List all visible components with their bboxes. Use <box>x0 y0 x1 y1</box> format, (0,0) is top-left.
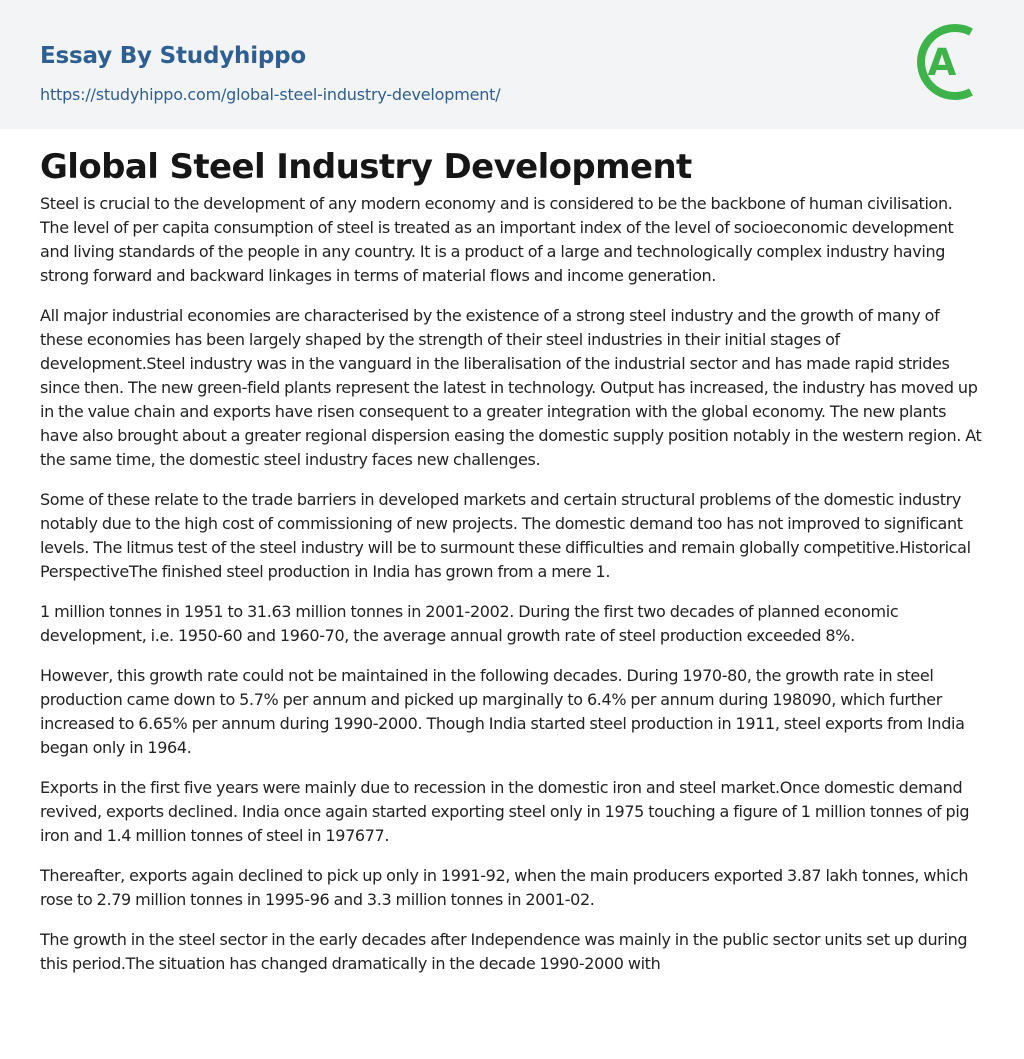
article-paragraph: Exports in the first five years were mainly due to recession in the domestic iron and steel market.Once domestic demand revived, exports declined. India once again started exporting steel only in 1975 touching a figure of 1 million tonnes of pig iron and 1.4 million tonnes of steel in 197677. <box>40 778 970 845</box>
studyhippo-logo-icon[interactable] <box>914 18 986 106</box>
article-paragraph: The growth in the steel sector in the early decades after Independence was mainly in the public sector units set up during this period.The situation has changed dramatically in the decade 1990-2000 with <box>40 930 968 973</box>
article-url-link[interactable]: https://studyhippo.com/global-steel-industry-development/ <box>40 85 501 104</box>
article-paragraph: All major industrial economies are characterised by the existence of a strong steel industry and the growth of many of these economies has been largely shaped by the strength of their steel industries in their initial stages of development.Steel industry was in the vanguard in the liberalisation of the industrial sector and has made rapid strides since then. The new green-field plants represent the latest in technology. Output has increased, the industry has moved up in the value chain and exports have risen consequent to a greater integration with the global economy. The new plants have also brought about a greater regional dispersion easing the domestic supply position notably in the western region. At the same time, the domestic steel industry faces new challenges. <box>40 306 982 469</box>
article-paragraph: However, this growth rate could not be maintained in the following decades. During 1970-80, the growth rate in steel production came down to 5.7% per annum and picked up marginally to 6.4% per annum during 198090, which further increased to 6.65% per annum during 1990-2000. Though India started steel production in 1911, steel exports from India began only in 1964. <box>40 666 965 757</box>
logo-letter: A <box>927 41 957 84</box>
article-paragraph: Some of these relate to the trade barriers in developed markets and certain structural problems of the domestic industry notably due to the high cost of commissioning of new projects. The domestic demand too has not improved to significant levels. The litmus test of the steel industry will be to surmount these difficulties and remain globally competitive.Historical PerspectiveThe finished steel production in India has grown from a mere 1. <box>40 490 971 581</box>
article-title: Global Steel Industry Development <box>40 147 692 187</box>
article-paragraph: 1 million tonnes in 1951 to 31.63 million tonnes in 2001-2002. During the first two decades of planned economic development, i.e. 1950-60 and 1960-70, the average annual growth rate of steel production exceeded 8%. <box>40 602 899 645</box>
article-body <box>0 129 1024 976</box>
article-paragraph: Thereafter, exports again declined to pick up only in 1991-92, when the main producers exported 3.87 lakh tonnes, which rose to 2.79 million tonnes in 1995-96 and 3.3 million tonnes in 2001-02. <box>40 866 969 909</box>
brand-title: Essay By Studyhippo <box>40 43 307 69</box>
article-paragraph: Steel is crucial to the development of any modern economy and is considered to be the backbone of human civilisation. The level of per capita consumption of steel is treated as an important index of the level of socioeconomic development and living standards of the people in any country. It is a product of a large and technologically complex industry having strong forward and backward linkages in terms of material flows and income generation. <box>40 194 954 285</box>
site-header <box>0 0 1024 129</box>
